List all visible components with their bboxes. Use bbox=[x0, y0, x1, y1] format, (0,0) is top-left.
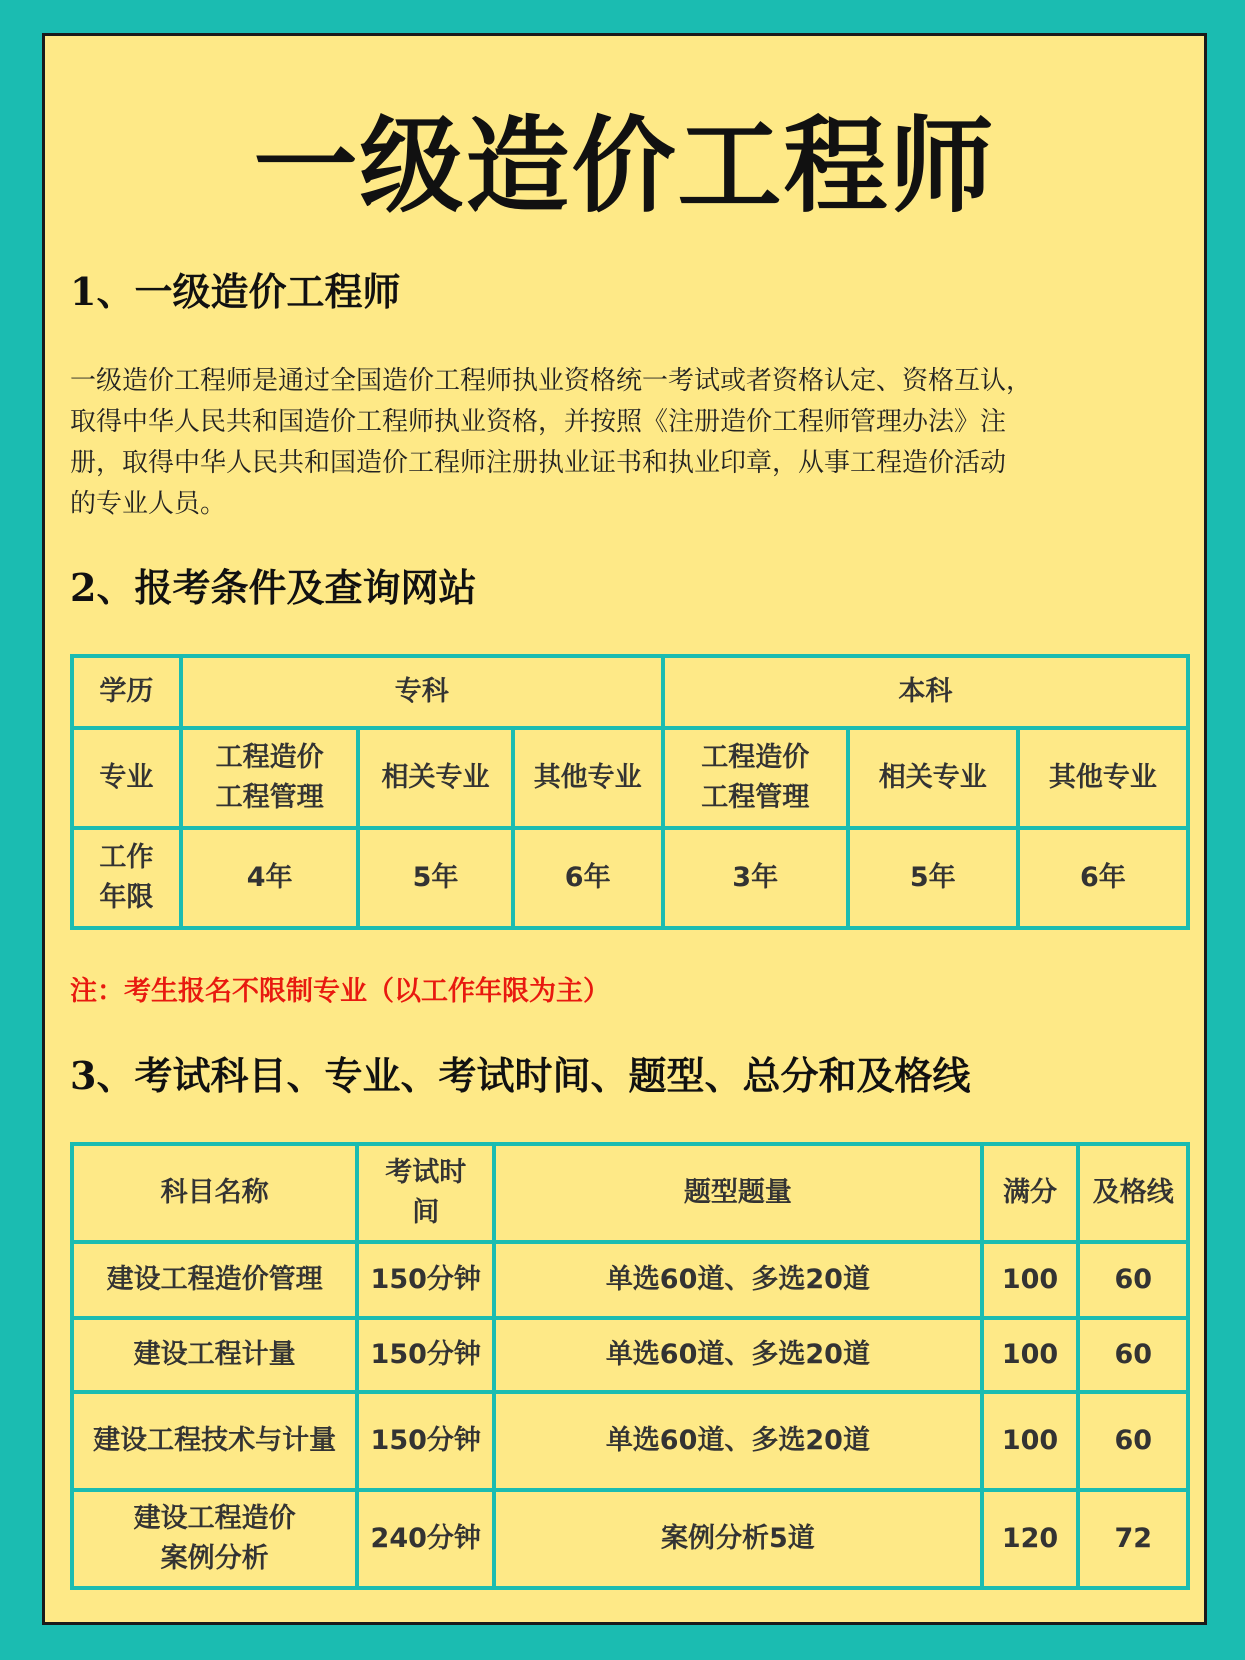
table-cell: 6年 bbox=[513, 828, 663, 928]
info-card bbox=[42, 33, 1207, 1625]
cell-line: 建设工程计量 bbox=[133, 1339, 296, 1370]
cell-line: 工程管理 bbox=[215, 782, 324, 813]
table-header-row bbox=[72, 1144, 1188, 1242]
section3-heading: 3、考试科目、专业、考试时间、题型、总分和及格线 bbox=[70, 1053, 971, 1098]
full-score-cell: 120 bbox=[982, 1490, 1079, 1588]
pass-line-header: 及格线 bbox=[1078, 1144, 1188, 1242]
education-label: 学历 bbox=[72, 656, 181, 728]
cell-line: 年限 bbox=[99, 882, 154, 913]
table-row bbox=[72, 828, 1188, 928]
pass-line-cell: 60 bbox=[1078, 1318, 1188, 1392]
table-row bbox=[72, 728, 1188, 828]
table-cell bbox=[663, 728, 848, 828]
paragraph-line: 一级造价工程师是通过全国造价工程师执业资格统一考试或者资格认定、资格互认， bbox=[70, 366, 1033, 396]
subject-header: 科目名称 bbox=[72, 1144, 357, 1242]
time-header bbox=[357, 1144, 494, 1242]
section1-paragraph bbox=[70, 361, 1185, 525]
subject-cell bbox=[72, 1490, 357, 1588]
table-cell: 其他专业 bbox=[513, 728, 663, 828]
type-cell: 单选60道、多选20道 bbox=[494, 1392, 981, 1490]
time-cell: 150分钟 bbox=[357, 1318, 494, 1392]
exam-table bbox=[70, 1142, 1190, 1590]
page-title: 一级造价工程师 bbox=[253, 104, 996, 227]
cell-line: 工程造价 bbox=[215, 742, 324, 773]
cell-line: 建设工程造价管理 bbox=[106, 1264, 323, 1295]
table-cell bbox=[181, 728, 359, 828]
requirements-table bbox=[70, 654, 1190, 930]
subject-cell bbox=[72, 1318, 357, 1392]
work-years-label bbox=[72, 828, 181, 928]
pass-line-cell: 60 bbox=[1078, 1242, 1188, 1318]
paragraph-line: 的专业人员。 bbox=[70, 489, 227, 519]
table-cell: 相关专业 bbox=[848, 728, 1018, 828]
table-cell: 其他专业 bbox=[1018, 728, 1188, 828]
table-row bbox=[72, 1392, 1188, 1490]
registration-note: 注：考生报名不限制专业（以工作年限为主） bbox=[70, 976, 610, 1007]
full-score-cell: 100 bbox=[982, 1318, 1079, 1392]
type-cell: 单选60道、多选20道 bbox=[494, 1318, 981, 1392]
cell-line: 工作 bbox=[99, 842, 154, 873]
cell-line: 考试时 bbox=[385, 1157, 467, 1188]
pass-line-cell: 72 bbox=[1078, 1490, 1188, 1588]
full-score-cell: 100 bbox=[982, 1392, 1079, 1490]
table-cell: 5年 bbox=[848, 828, 1018, 928]
cell-line: 建设工程技术与计量 bbox=[93, 1425, 337, 1456]
paragraph-line: 取得中华人民共和国造价工程师执业资格，并按照《注册造价工程师管理办法》注 bbox=[70, 407, 1007, 437]
table-row bbox=[72, 1242, 1188, 1318]
type-cell: 单选60道、多选20道 bbox=[494, 1242, 981, 1318]
full-score-cell: 100 bbox=[982, 1242, 1079, 1318]
subject-cell bbox=[72, 1392, 357, 1490]
table-cell: 4年 bbox=[181, 828, 359, 928]
cell-line: 建设工程造价 bbox=[133, 1503, 296, 1534]
table-row bbox=[72, 1490, 1188, 1588]
pass-line-cell: 60 bbox=[1078, 1392, 1188, 1490]
cell-line: 间 bbox=[412, 1197, 440, 1228]
table-cell: 3年 bbox=[663, 828, 848, 928]
paragraph-line: 册，取得中华人民共和国造价工程师注册执业证书和执业印章，从事工程造价活动 bbox=[70, 448, 1007, 478]
full-score-header: 满分 bbox=[982, 1144, 1079, 1242]
zhuanke-header: 专科 bbox=[181, 656, 663, 728]
section2-heading: 2、报考条件及查询网站 bbox=[70, 565, 477, 610]
table-row bbox=[72, 656, 1188, 728]
cell-line: 工程管理 bbox=[701, 782, 810, 813]
table-cell: 6年 bbox=[1018, 828, 1188, 928]
benke-header: 本科 bbox=[663, 656, 1188, 728]
type-header: 题型题量 bbox=[494, 1144, 981, 1242]
table-cell: 相关专业 bbox=[358, 728, 512, 828]
type-cell: 案例分析5道 bbox=[494, 1490, 981, 1588]
time-cell: 240分钟 bbox=[357, 1490, 494, 1588]
table-cell: 5年 bbox=[358, 828, 512, 928]
table-row bbox=[72, 1318, 1188, 1392]
cell-line: 案例分析 bbox=[160, 1543, 269, 1574]
cell-line: 工程造价 bbox=[701, 742, 810, 773]
time-cell: 150分钟 bbox=[357, 1242, 494, 1318]
major-label: 专业 bbox=[72, 728, 181, 828]
subject-cell bbox=[72, 1242, 357, 1318]
time-cell: 150分钟 bbox=[357, 1392, 494, 1490]
section1-heading: 1、一级造价工程师 bbox=[70, 269, 401, 314]
